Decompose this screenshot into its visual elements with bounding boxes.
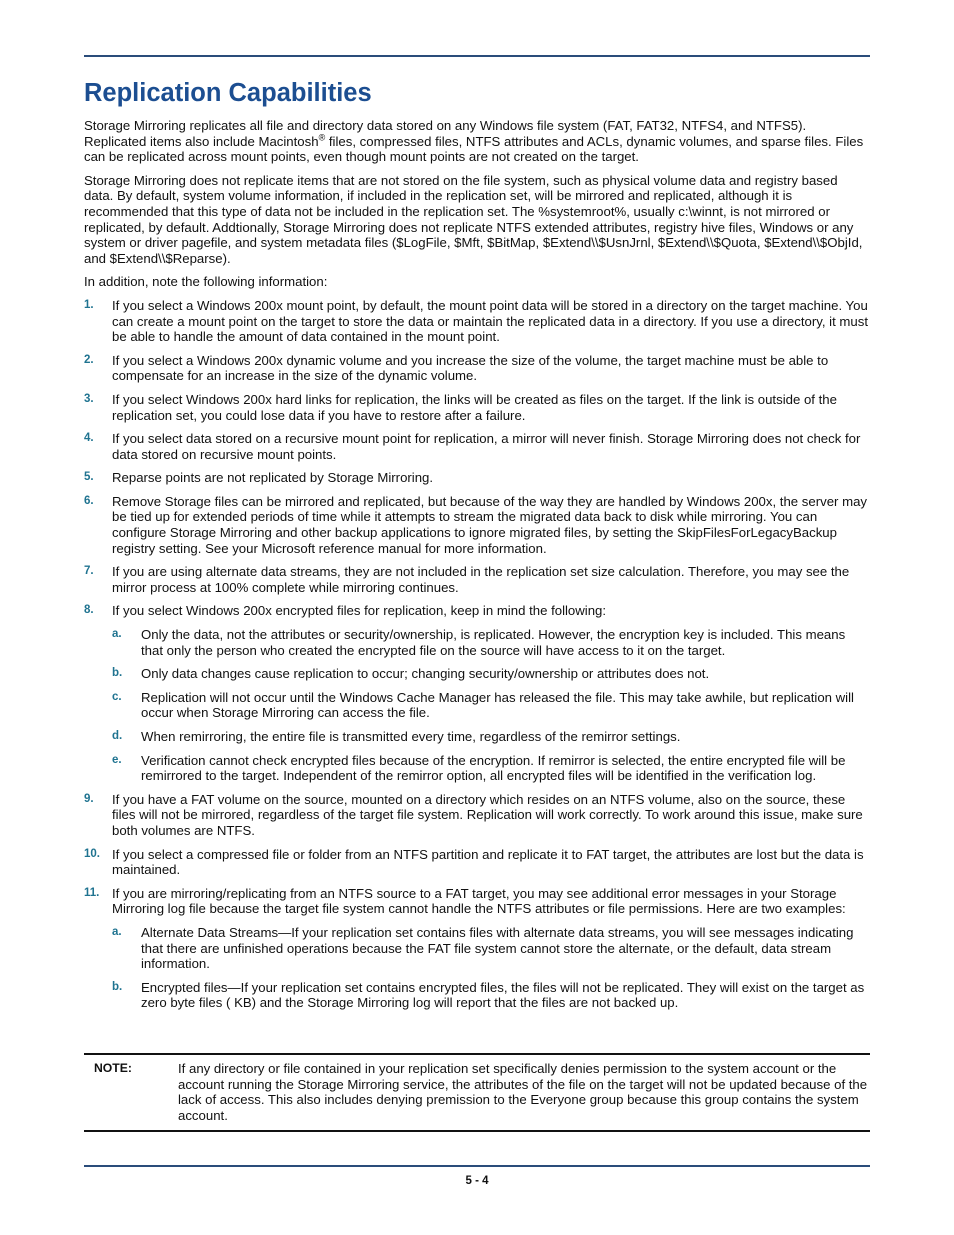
note-label: NOTE: bbox=[94, 1061, 132, 1075]
list-item bbox=[84, 431, 870, 462]
item-text: If you are using alternate data streams, they are not included in the replication set size calculation. Therefore, you may see the mirror process at 100% complete while mirroring continues. bbox=[112, 564, 850, 595]
footer-rule bbox=[84, 1165, 870, 1167]
intro-paragraph-1 bbox=[84, 118, 870, 165]
page-number: 5 - 4 bbox=[465, 1175, 489, 1187]
item-text: If you are mirroring/replicating from an NTFS source to a FAT target, you may see additional error messages in your Storage Mirroring log file because the target file system cannot handle the NTFS attributes or file permissions. Here are two examples: bbox=[112, 885, 846, 917]
sub-item-letter: b. bbox=[112, 667, 123, 680]
note-box bbox=[84, 1053, 870, 1132]
list-item bbox=[84, 847, 870, 878]
sub-list-item bbox=[112, 980, 870, 1011]
sub-list-item bbox=[112, 666, 870, 682]
item-text: Remove Storage files can be mirrored and replicated, but because of the way they are handled by Windows 200x, the server may be tied up for extended periods of time while it attempts to stream the migrated data back to disk while mirroring. You can configure Storage Mirroring and other backup applications to ignore migrated files, by setting the SkipFilesForLegacyBackup registry setting. See your Microsoft reference manual for more information. bbox=[112, 493, 868, 556]
sub-item-text: Encrypted files—If your replication set contains encrypted files, the files will not be replicated. They will exist on the target as zero byte files ( KB) and the Storage Mirroring log will report that the files are not backed up. bbox=[141, 979, 865, 1011]
sub-item-text: Only data changes cause replication to occur; changing security/ownership or attributes does not. bbox=[141, 666, 710, 682]
numbered-list bbox=[84, 298, 870, 1011]
header-rule bbox=[84, 55, 870, 57]
sub-item-letter: a. bbox=[112, 628, 122, 641]
sub-item-text: Alternate Data Streams—If your replication set contains files with alternate data streams, you will see messages indicating that there are unfinished operations because the FAT file system cannot store the alternate, or the default, data stream information. bbox=[141, 924, 854, 972]
item-number: 3. bbox=[84, 392, 94, 405]
intro-p1-start: Storage Mirroring replicates all file and directory data stored on any Windows file system (FAT, FAT32, NTFS4, and NTFS5). Replicated items also include Macintosh bbox=[84, 118, 807, 149]
item-number: 7. bbox=[84, 565, 94, 578]
item-number: 8. bbox=[84, 604, 94, 617]
item-text: If you select a Windows 200x mount point, by default, the mount point data will be stored in a directory on the target machine. You can create a mount point on the target to store the data or maintain the replicated data in a directory. If you use a directory, it must be able to handle the amount of data contained in the mount point. bbox=[112, 297, 869, 345]
list-item bbox=[84, 353, 870, 384]
item-number: 4. bbox=[84, 432, 94, 445]
item-text: If you have a FAT volume on the source, mounted on a directory which resides on an NTFS volume, also on the source, these files will not be mirrored, regardless of the target file system. Replication will work correctly. To work around this issue, make sure both volumes are NTFS. bbox=[112, 791, 863, 838]
sub-list-item bbox=[112, 753, 870, 784]
sub-list-item bbox=[112, 925, 870, 972]
item-text: If you select Windows 200x encrypted files for replication, keep in mind the following: bbox=[112, 603, 607, 619]
list-item bbox=[84, 494, 870, 556]
registered-mark: ® bbox=[318, 132, 326, 143]
sub-item-text: Replication will not occur until the Windows Cache Manager has released the file. This may take awhile, but replication will occur when Storage Mirroring can access the file. bbox=[141, 689, 854, 721]
sub-item-text: When remirroring, the entire file is transmitted every time, regardless of the remirror settings. bbox=[141, 729, 681, 744]
list-item bbox=[84, 392, 870, 423]
sub-item-letter: e. bbox=[112, 753, 122, 766]
sub-list bbox=[112, 627, 870, 784]
sub-item-letter: b. bbox=[112, 980, 123, 993]
sub-item-letter: c. bbox=[112, 690, 122, 703]
sub-item-text: Verification cannot check encrypted files because of the encryption. If remirror is selected, the entire encrypted file will be remirrored to the target. Independent of the remirror option, all encrypted files will be identified in the verification log. bbox=[141, 752, 846, 784]
item-text: If you select Windows 200x hard links for replication, the links will be created as files on the target. If the link is outside of the replication set, you could lose data if you have to restore after a failure. bbox=[112, 391, 837, 423]
item-number: 11. bbox=[84, 886, 100, 899]
item-text: Reparse points are not replicated by Storage Mirroring. bbox=[112, 470, 434, 486]
list-item bbox=[84, 603, 870, 783]
list-item bbox=[84, 470, 870, 486]
sub-list-item bbox=[112, 729, 870, 745]
item-text: If you select data stored on a recursive mount point for replication, a mirror will never finish. Storage Mirroring does not check for data stored on recursive mount points. bbox=[112, 431, 861, 462]
sub-list-item bbox=[112, 690, 870, 721]
list-item bbox=[84, 564, 870, 595]
intro-paragraph-3: In addition, note the following information: bbox=[84, 274, 328, 290]
sub-item-text: Only the data, not the attributes or security/ownership, is replicated. However, the encryption key is included. This means that only the person who created the encrypted file on the source will have access to it on the target. bbox=[141, 627, 846, 658]
item-number: 10. bbox=[84, 847, 100, 860]
sub-list bbox=[112, 925, 870, 1011]
sub-list-item bbox=[112, 627, 870, 658]
sub-item-letter: a. bbox=[112, 925, 122, 938]
item-number: 6. bbox=[84, 494, 94, 507]
item-number: 5. bbox=[84, 471, 94, 484]
intro-paragraph-2: Storage Mirroring does not replicate items that are not stored on the file system, such as physical volume data and registry based data. By default, system volume information, if included in the replication set, will be mirrored and replicated, although it is recommended that this type of data not be included in the replication set. The %systemroot%, usually c:\winnt, is not mirrored or replicated, by default. Addtionally, Storage Mirroring does not replicate NTFS extended attributes, registry hive files, Windows or any system or driver pagefile, and system metadata files ($LogFile, $Mft, $BitMap, $Extend\\$UsnJrnl, $Extend\\$Quota, $Extend\\$ObjId, and $Extend\\$Reparse). bbox=[84, 172, 863, 266]
sub-item-letter: d. bbox=[112, 730, 123, 742]
list-item bbox=[84, 886, 870, 1011]
note-text: If any directory or file contained in your replication set specifically denies permission to the system account or the account running the Storage Mirroring service, the attributes of the file on the target will not be updated because of the lack of access. This also includes denying premission to the Everyone group because this group contains the system account. bbox=[178, 1061, 868, 1123]
list-item bbox=[84, 298, 870, 345]
page-title: Replication Capabilities bbox=[84, 79, 372, 107]
item-number: 1. bbox=[84, 298, 94, 311]
item-text: If you select a Windows 200x dynamic volume and you increase the size of the volume, the target machine must be able to compensate for an increase in the size of the dynamic volume. bbox=[112, 352, 829, 384]
item-text: If you select a compressed file or folder from an NTFS partition and replicate it to FAT target, the attributes are lost but the data is maintained. bbox=[112, 846, 864, 878]
item-number: 2. bbox=[84, 353, 94, 366]
list-item bbox=[84, 792, 870, 839]
page-content bbox=[84, 78, 870, 1019]
item-number: 9. bbox=[84, 792, 94, 805]
intro-p1-end: files, compressed files, NTFS attributes and ACLs, dynamic volumes, and sparse files. Files can be replicated across mount points, even though mount points are not created on the target. bbox=[84, 133, 864, 165]
